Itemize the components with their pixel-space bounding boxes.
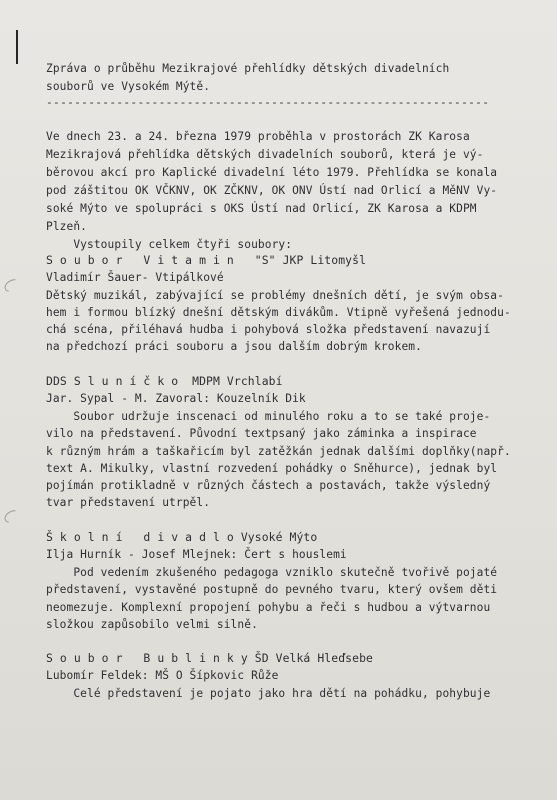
review-line: Celé představení je pojato jako hra dětí na pohádku, pohybuje: [46, 687, 491, 700]
review-line: složkou zapůsobilo velmi silně.: [46, 618, 258, 631]
review-line: text A. Mikulky, vlastní rozvedení pohádky o Sněhurce), jednak byl: [46, 462, 498, 475]
ensemble-heading: S o u b o r V i t a m i n "S" JKP Litomyšl: [46, 253, 367, 267]
review-line: Soubor udržuje inscenaci od minulého roku a to se také proje-: [46, 410, 491, 423]
ensemble-heading: DDS S l u n í č k o MDPM Vrchlabí: [46, 374, 283, 388]
play-title: Vladimír Šauer- Vtipálkové: [46, 271, 224, 284]
title-rule: ---------------------------------------------------------------: [46, 96, 490, 109]
ensemble-heading: Š k o l n í d i v a d l o Vysoké Mýto: [46, 530, 318, 544]
intro-line: soké Mýto ve spolupráci s OKS Ústí nad Orlicí, ZK Karosa a KDPM: [46, 202, 477, 215]
review-line: k různým hrám a taškařicím byl zatěžkán jednak dalšími doplňky(např.: [46, 445, 511, 458]
report-title-line-1: Zpráva o průběhu Mezikrajové přehlídky dětských divadelních: [46, 62, 450, 75]
review-line: pojímán protikladně v různých částech a postavách, takže výsledný: [46, 479, 491, 492]
intro-closing-line: Vystoupily celkem čtyři soubory:: [46, 238, 293, 251]
review-line: vilo na představení. Původní textpsaný jako záminka a inspirace: [46, 427, 477, 440]
review-line: hem i formou blízký dnešní dětským divákům. Vtipně vyřešená jednodu-: [46, 306, 511, 319]
review-line: Dětský muzikál, zabývající se problémy dnešních dětí, je svým obsa-: [46, 289, 504, 302]
punch-hole: [2, 508, 21, 526]
intro-line: Ve dnech 23. a 24. března 1979 proběhla v prostorách ZK Karosa: [46, 130, 470, 143]
play-title: Lubomír Feldek: MŠ O Šípkovic Růže: [46, 669, 279, 682]
intro-line: pod záštitou OK VČKNV, OK ZČKNV, OK ONV Ústí nad Orlicí a MěNV Vy-: [46, 184, 498, 197]
intro-line: Mezikrajová přehlídka dětských divadelních souborů, která je vý-: [46, 148, 484, 161]
review-line: neomezuje. Komplexní propojení pohybu a řeči s hudbou a výtvarnou: [46, 601, 491, 614]
review-line: tvar představení utrpěl.: [46, 496, 211, 509]
review-line: chá scéna, přiléhavá hudba i pohybová složka představení navazují: [46, 323, 491, 336]
play-title: Jar. Sypal - M. Zavoral: Kouzelník Dik: [46, 392, 306, 405]
punch-hole: [2, 277, 21, 295]
intro-line: Plzeň.: [46, 220, 88, 233]
report-title-line-2: souborů ve Vysokém Mýtě.: [46, 80, 211, 93]
play-title: Ilja Hurník - Josef Mlejnek: Čert s houslemi: [46, 548, 347, 561]
review-line: na předchozí práci souboru a jsou dalším dobrým krokem.: [46, 340, 422, 353]
pen-mark: [16, 30, 18, 64]
review-line: Pod vedením zkušeného pedagoga vzniklo skutečně tvořivě pojaté: [46, 566, 498, 579]
ensemble-heading: S o u b o r B u b l i n k y ŠD Velká Hleďsebe: [46, 651, 374, 665]
review-line: představení, vystavěné postupně do pevného tvaru, který ovšem děti: [46, 583, 498, 596]
intro-line: běrovou akcí pro Kaplické divadelní léto 1979. Přehlídka se konala: [46, 166, 498, 179]
